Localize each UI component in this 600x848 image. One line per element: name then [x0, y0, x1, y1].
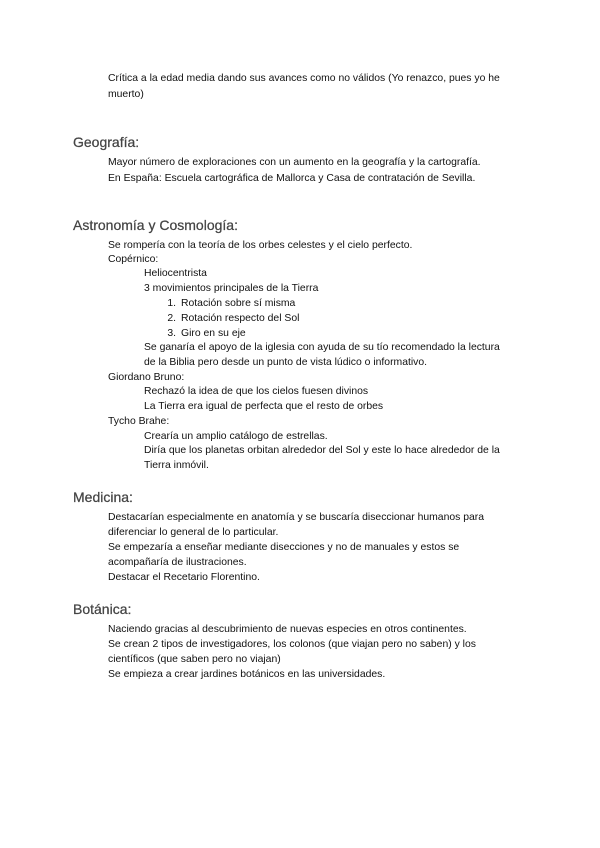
botanica-line: Se empieza a crear jardines botánicos en las universidades. [108, 669, 386, 680]
brahe-item-2a: Diría que los planetas orbitan alrededor del Sol y este lo hace alrededor de la [144, 445, 500, 456]
copernico-label: Copérnico: [108, 254, 159, 265]
brahe-label: Tycho Brahe: [108, 416, 170, 427]
heading-geografia: Geografía: [73, 134, 140, 150]
bruno-item: La Tierra era igual de perfecta que el resto de orbes [144, 401, 384, 412]
medicina-line: Destacar el Recetario Florentino. [108, 572, 260, 583]
astronomia-intro: Se rompería con la teoría de los orbes celestes y el cielo perfecto. [108, 240, 413, 251]
medicina-line: Se empezaría a enseñar mediante disecciones y no de manuales y estos se [108, 542, 460, 553]
list-item: Rotación sobre sí misma [181, 298, 296, 309]
medicina-line: Destacarían especialmente en anatomía y se buscaría diseccionar humanos para [108, 512, 485, 523]
geografia-line: En España: Escuela cartográfica de Mallorca y Casa de contratación de Sevilla. [108, 173, 476, 184]
bruno-label: Giordano Bruno: [108, 372, 185, 383]
botanica-line: Naciendo gracias al descubrimiento de nuevas especies en otros continentes. [108, 624, 467, 635]
list-item: Giro en su eje [181, 328, 246, 339]
brahe-item-1: Crearía un amplio catálogo de estrellas. [144, 431, 328, 442]
heading-medicina: Medicina: [73, 489, 133, 505]
list-number: 1. [167, 298, 176, 309]
medicina-line: acompañaría de ilustraciones. [108, 557, 247, 568]
copernico-apoyo-2: de la Biblia pero desde un punto de vista lúdico o informativo. [144, 357, 428, 368]
medicina-line: diferenciar lo general de lo particular. [108, 527, 279, 538]
heading-botanica: Botánica: [73, 601, 132, 617]
heading-astronomia: Astronomía y Cosmología: [73, 217, 238, 233]
botanica-line: Se crean 2 tipos de investigadores, los colonos (que viajan pero no saben) y los [108, 639, 476, 650]
copernico-apoyo-1: Se ganaría el apoyo de la iglesia con ayuda de su tío recomendado la lectura [144, 342, 500, 353]
geografia-line: Mayor número de exploraciones con un aumento en la geografía y la cartografía. [108, 157, 481, 168]
bruno-item: Rechazó la idea de que los cielos fuesen divinos [144, 386, 369, 397]
list-number: 2. [167, 313, 176, 324]
botanica-line: científicos (que saben pero no viajan) [108, 654, 281, 665]
brahe-item-2b: Tierra inmóvil. [144, 460, 209, 471]
intro-line-2: muerto) [108, 89, 144, 100]
list-item: Rotación respecto del Sol [181, 313, 300, 324]
copernico-heliocentrista: Heliocentrista [144, 268, 207, 279]
list-number: 3. [167, 328, 176, 339]
copernico-movimientos: 3 movimientos principales de la Tierra [144, 283, 319, 294]
intro-line-1: Crítica a la edad media dando sus avances como no válidos (Yo renazco, pues yo he [108, 73, 500, 84]
